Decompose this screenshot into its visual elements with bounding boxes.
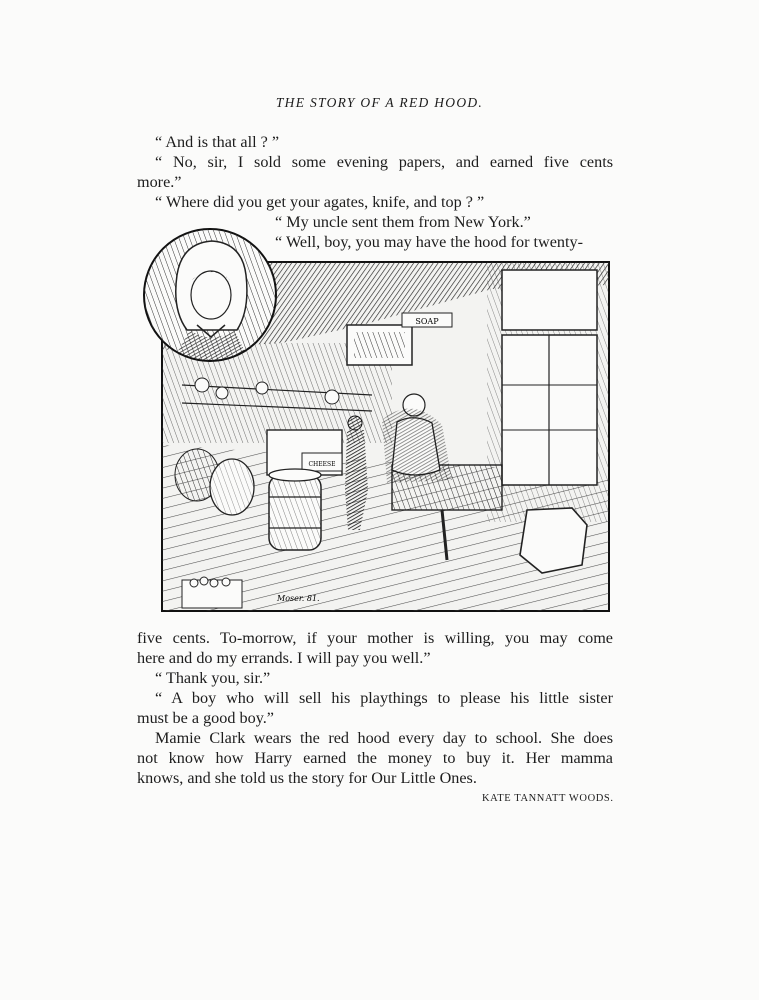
text-line: “ Well, boy, you may have the hood for twenty-	[275, 233, 583, 251]
text-line: must be a good boy.”	[137, 709, 274, 727]
text-line: knows, and she told us the story for Our Little Ones.	[137, 769, 477, 787]
text-line: not know how Harry earned the money to buy it. Her mamma	[137, 749, 613, 767]
cheese-sign: CHEESE	[308, 461, 336, 468]
text-line: “ No, sir, I sold some evening papers, and earned five cents	[155, 153, 613, 171]
text-line: “ And is that all ? ”	[155, 133, 280, 151]
text-line: more.”	[137, 173, 182, 191]
text-line: “ Thank you, sir.”	[155, 669, 271, 687]
text-line: “ Where did you get your agates, knife, and top ? ”	[155, 193, 485, 211]
author-signature: KATE TANNATT WOODS.	[482, 793, 614, 804]
text-line: Mamie Clark wears the red hood every day to school. She does	[155, 729, 613, 747]
artist-signature: Moser. 81.	[277, 594, 320, 603]
store-illustration	[142, 225, 612, 615]
soap-sign: SOAP	[415, 317, 439, 326]
text-line: “ A boy who will sell his playthings to please his little sister	[155, 689, 613, 707]
text-line: “ My uncle sent them from New York.”	[275, 213, 531, 231]
running-head: THE STORY OF A RED HOOD.	[275, 95, 484, 110]
text-line: five cents. To-morrow, if your mother is willing, you may come	[137, 629, 613, 647]
text-line: here and do my errands. I will pay you well.”	[137, 649, 431, 667]
